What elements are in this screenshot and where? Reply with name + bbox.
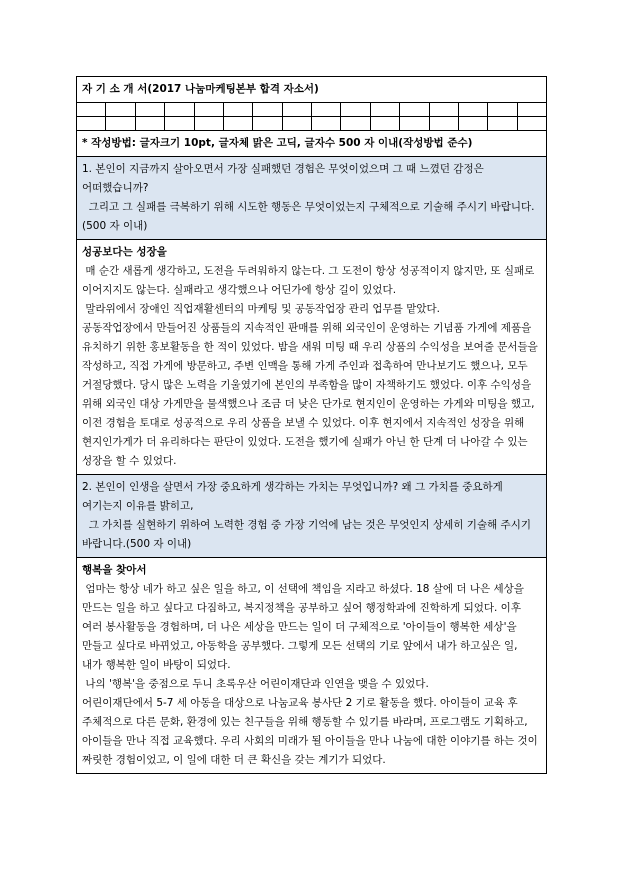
question-1-line-2: 그리고 그 실패를 극복하기 위해 시도한 행동은 무엇이었는지 구체적으로 기술해 주시기 바랍니다.(500 자 이내) (82, 201, 535, 232)
answer-2 (77, 558, 547, 774)
answer-1-paragraph: 매 순간 새롭게 생각하고, 도전을 두려워하지 않는다. 그 도전이 항상 성공적이지 않지만, 또 실패로 이어지지도 않는다. 실패라고 생각했으나 어딘가에 항상 길이 있었다. (82, 265, 538, 296)
question-2 (77, 475, 547, 558)
blank-grid-row (77, 103, 547, 117)
writing-instructions: * 작성방법: 글자크기 10pt, 글자체 맑은 고딕, 글자수 500 자 이내(작성방법 준수) (77, 131, 547, 157)
answer-2-paragraph: 나의 '행복'을 중점으로 두니 초록우산 어린이재단과 인연을 맺을 수 있었다. (82, 678, 429, 690)
answer-1-paragraph: 말라위에서 장애인 직업재활센터의 마케팅 및 공동작업장 관리 업무를 맡았다. (82, 303, 440, 315)
answer-2-paragraph: 엄마는 항상 네가 하고 싶은 일을 하고, 이 선택에 책임을 지라고 하셨다. 18 살에 더 나은 세상을 만드는 일을 하고 싶다고 다짐하고, 복지정책을 공부하고 싶어 행정학과에 진학하게 되었다. 이후 여러 봉사활동을 경험하며, 더 나은 세상을 만드는 일이 더 구체적으로 '아이들이 행복한 세상'을 만들고 싶다로 바뀌었고, 아동학을 공부했다. 그렇게 모든 선택의 기로 앞에서 내가 하고싶은 일, 내가 행복한 일이 바탕이 되었다. (82, 583, 528, 671)
answer-2-paragraph: 어린이재단에서 5-7 세 아동을 대상으로 나눔교육 봉사단 2 기로 활동을 했다. 아이들이 교육 후 주체적으로 다른 문화, 환경에 있는 친구들을 위해 행동할 수 있기를 바라며, 프로그램도 기획하고, 아이들을 만나 직접 교육했다. 우리 사회의 미래가 될 아이들을 만나 나눔에 대한 이야기를 하는 것이 짜릿한 경험이었고, 이 일에 대한 더 큰 확신을 갖는 계기가 되었다. (82, 697, 538, 766)
question-2-line-1: 2. 본인이 인생을 살면서 가장 중요하게 생각하는 가치는 무엇입니까? 왜 그 가치를 중요하게 여기는지 이유를 밝히고, (82, 481, 503, 512)
answer-1-heading: 성공보다는 성장을 (82, 246, 167, 258)
document-title: 자 기 소 개 서(2017 나눔마케팅본부 합격 자소서) (77, 77, 547, 103)
answer-1 (77, 240, 547, 475)
self-introduction-form (76, 76, 547, 774)
question-1-line-1: 1. 본인이 지금까지 살아오면서 가장 실패했던 경험은 무엇이었으며 그 때 느꼈던 감정은 어떠했습니까? (82, 163, 484, 194)
answer-1-paragraph: 공동작업장에서 만들어진 상품들의 지속적인 판매를 위해 외국인이 운영하는 기념품 가게에 제품을 유치하기 위한 홍보활동을 한 적이 있었다. 밤을 새워 미팅 때 우리 상품의 수익성을 보여줄 문서들을 작성하고, 직접 가게에 방문하고, 주변 인맥을 통해 가게 주인과 접촉하여 만나보기도 했으나, 모두 거절당했다. 당시 많은 노력을 기울였기에 본인의 부족함을 많이 자책하기도 했었다. 이후 수익성을 위해 외국인 대상 가게만을 물색했으나 조금 더 낮은 단가로 현지인이 운영하는 가게와 미팅을 했고, 이전 경험을 토대로 성공적으로 우리 상품을 보낼 수 있었다. 이후 현지에서 지속적인 성장을 위해 현지인가게가 더 유리하다는 판단이 있었다. 도전을 했기에 실패가 아닌 한 단계 더 나아갈 수 있는 성장을 할 수 있었다. (82, 322, 538, 467)
answer-2-heading: 행복을 찾아서 (82, 564, 147, 576)
blank-grid-row (77, 117, 547, 131)
question-2-line-2: 그 가치를 실현하기 위하여 노력한 경험 중 가장 기억에 남는 것은 무엇인지 상세히 기술해 주시기 바랍니다.(500 자 이내) (82, 519, 535, 550)
question-1 (77, 157, 547, 240)
